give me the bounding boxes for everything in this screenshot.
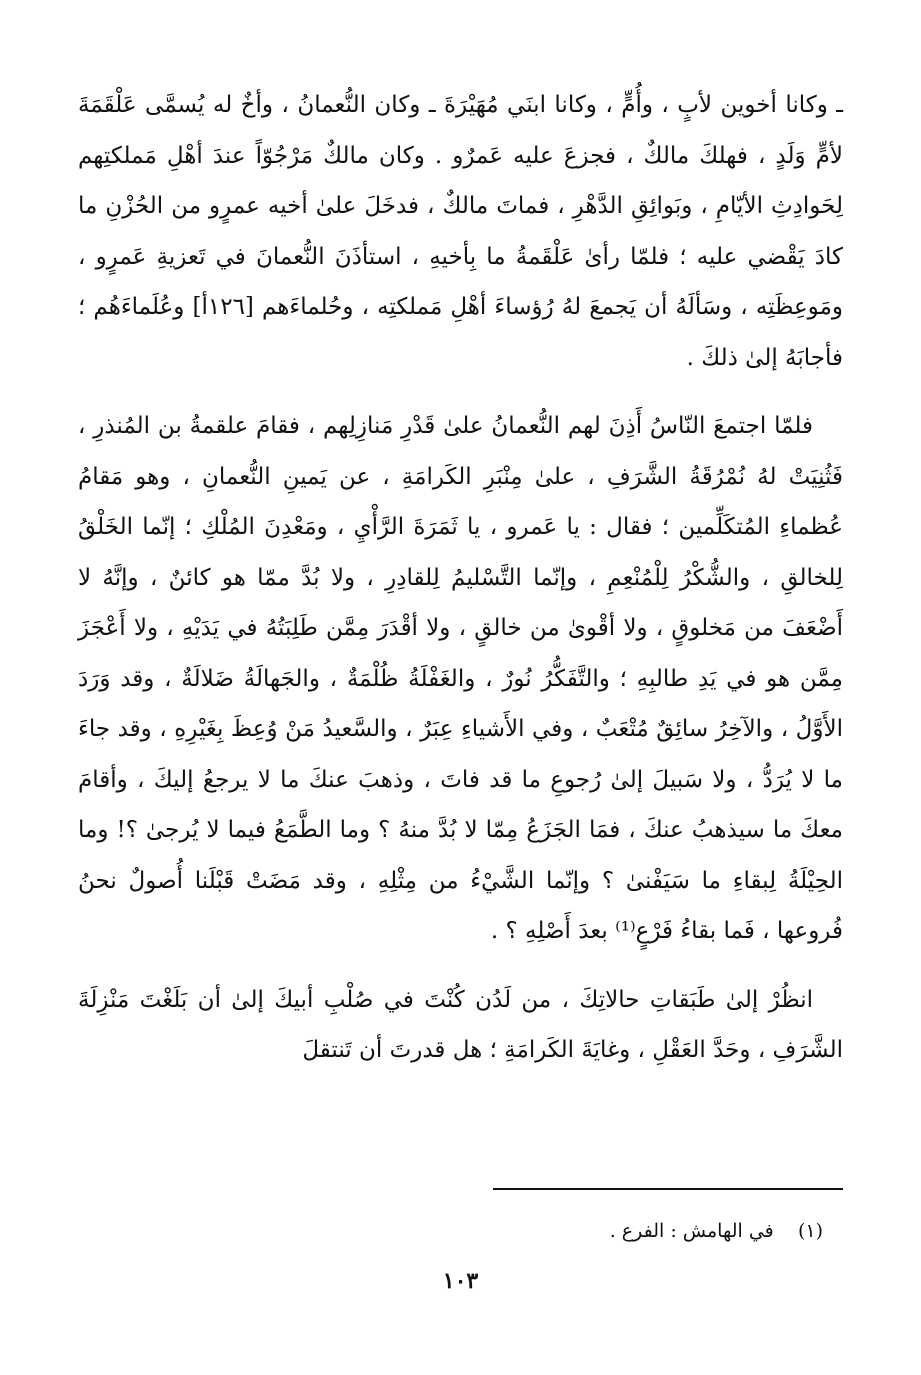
footnote-text: في الهامش : الفرع .: [609, 1220, 774, 1242]
main-text: [78, 80, 843, 1076]
footnote: [610, 1218, 823, 1244]
paragraph-1: ـ وكانا أخوين لأبٍ ، وأُمٍّ ، وكانا ابنَي مُهَيْرَةَ ـ وكان النُّعمانُ ، وأخٌ له يُسمَّى عَلْقَمَةَ لأمٍّ وَلَدٍ ، فهلكَ مالكٌ ، فجزعَ عليه عَمرٌو . وكان مالكٌ مَرْجُوّاً عندَ أهْلِ مَملكتِهم لِحَوادِثِ الأيّامِ ، وبَوائِقِ الدَّهْرِ ، فماتَ مالكٌ ، فدخَلَ علىٰ أخيه عمرٍو من الحُزْنِ ما كادَ يَقْضي عليه ؛ فلمّا رأىٰ عَلْقَمةُ ما بِأخيهِ ، استأذَنَ النُّعمانَ في تَعزيةِ عَمرٍو ، ومَوعِظَتِه ، وسَألَهُ أن يَجمعَ لهُ رُؤساءَ أهْلِ مَملكتِه ، وحُلماءَهم [١٢٦أ] وعُلَماءَهُم ؛ فأجابَهُ إلىٰ ذلكَ .: [78, 92, 843, 371]
footnote-divider: [493, 1188, 843, 1190]
paragraph-2: فلمّا اجتمعَ النّاسُ أَذِنَ لهم النُّعمانُ علىٰ قَدْرِ مَنازِلِهم ، فقامَ علقمةُ بن المُنذرِ ، فَثُنِيَتْ لهُ نُمْرُقَةُ الشَّرَفِ ، علىٰ مِنْبَرِ الكَرامَةِ ، عن يَمينِ النُّعمانِ ، وهو مَقامُ عُظماءِ المُتكَلِّمين ؛ فقال : يا عَمرو ، يا ثَمَرَةَ الرَّأْيِ ، ومَعْدِنَ المُلْكِ ؛ إنّما الخَلْقُ لِلخالقِ ، والشُّكْرُ لِلْمُنْعِمِ ، وإنّما التَّسْليمُ لِلقادِرِ ، ولا بُدَّ ممّا هو كائنٌ ، وإنَّهُ لا أَضْعَفَ من مَخلوقٍ ، ولا أقْوىٰ من خالقٍ ، ولا أقْدَرَ مِمَّن طَلِبَتُهُ في يَدَيْهِ ، ولا أَعْجَزَ مِمَّن هو في يَدِ طالبِهِ ؛ والتَّفَكُّرُ نُورٌ ، والغَفْلَةُ ظُلْمَةٌ ، والجَهالَةُ ضَلالَةٌ ، وقد وَرَدَ الأَوَّلُ ، والآخِرُ سائِقٌ مُتْعَبٌ ، وفي الأَشياءِ عِبَرٌ ، والسَّعيدُ مَنْ وُعِظَ بِغَيْرِهِ ، وقد جاءَ ما لا يُرَدُّ ، ولا سَبيلَ إلىٰ رُجوعِ ما قد فاتَ ، وذهبَ عنكَ ما لا يرجعُ إليكَ ، وأقامَ معكَ ما سيذهبُ عنكَ ، فمَا الجَزَعُ مِمّا لا بُدَّ منهُ ؟ وما الطَّمَعُ فيما لا يُرجىٰ ؟! وما الحِيْلَةُ لِبقاءِ ما سَيَفْنىٰ ؟ وإنّما الشَّيْءُ من مِثْلِهِ ، وقد مَضَتْ قَبْلَنا أُصولٌ نحنُ فُروعها ، فَما بقاءُ فَرْعٍ⁽¹⁾ بعدَ أَصْلِهِ ؟ .: [78, 413, 843, 944]
footnote-marker: (١): [797, 1220, 823, 1242]
paragraph-3: انظُرْ إلىٰ طَبَقاتِ حالاتِكَ ، من لَدُن كُنْتَ في صُلْبِ أبيكَ إلىٰ أن بَلَغْتَ مَنْزِلَةَ الشَّرَفِ ، وحَدَّ العَقْلِ ، وغايَةَ الكَرامَةِ ؛ هل قدرتَ أن تَنتقلَ: [78, 986, 843, 1063]
page-number: ١٠٣: [442, 1268, 479, 1294]
